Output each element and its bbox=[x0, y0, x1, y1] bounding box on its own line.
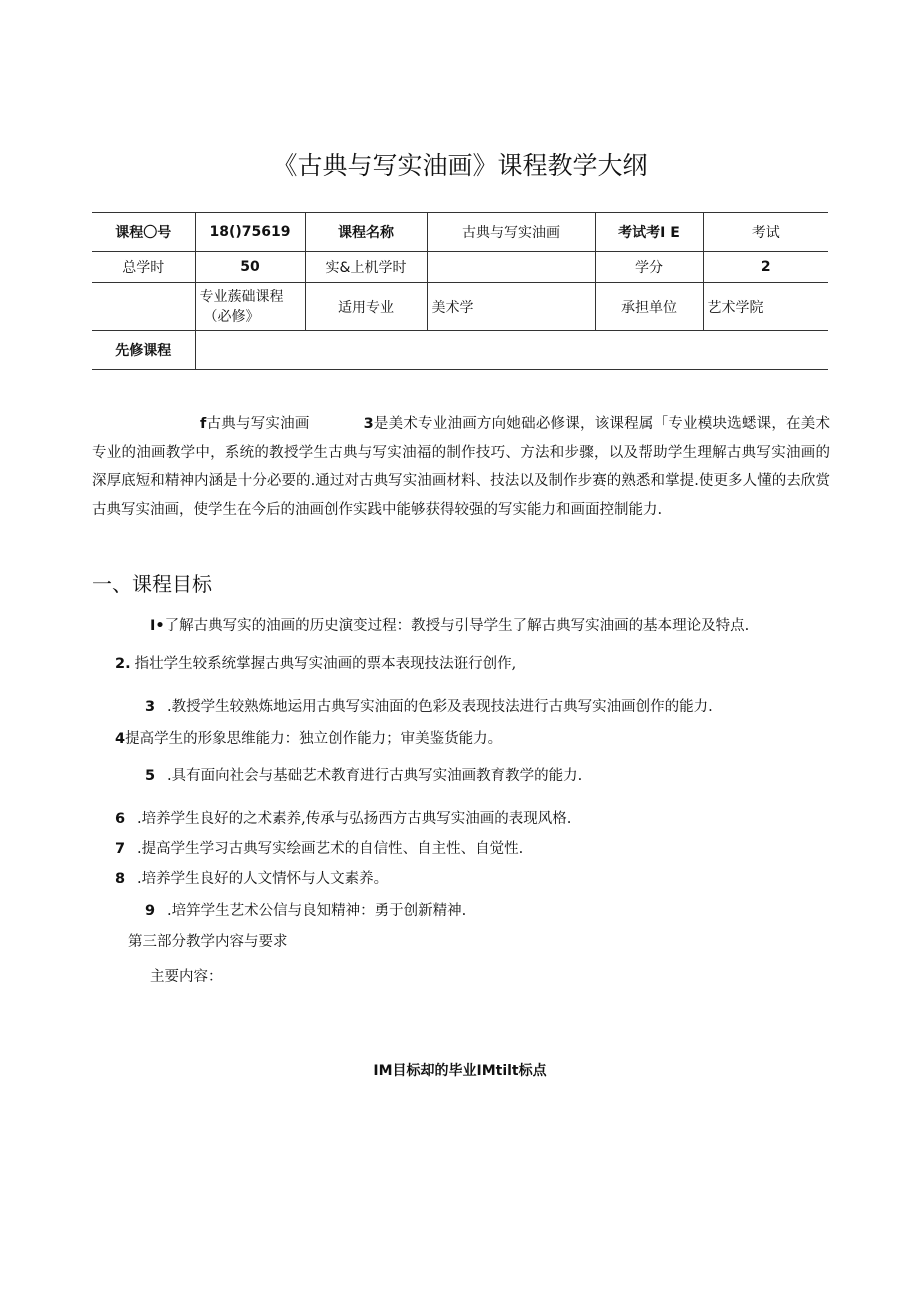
list-item-number: 4 bbox=[115, 731, 126, 747]
major-label: 适用专业 bbox=[305, 283, 427, 331]
list-item-number: 8 bbox=[115, 871, 126, 887]
course-type-line-1: 专业蔟础课程 bbox=[199, 288, 284, 305]
list-item bbox=[150, 614, 749, 635]
list-item-number: 2. bbox=[115, 656, 131, 672]
list-item-number: 5 bbox=[145, 768, 156, 784]
list-item-number: 6 bbox=[115, 811, 126, 827]
course-code-value: 18()75619 bbox=[195, 213, 305, 252]
course-code-label: 课程〇号 bbox=[92, 213, 195, 252]
unit-value: 艺术学院 bbox=[703, 283, 828, 331]
list-item bbox=[115, 727, 502, 748]
intro-course-name: 古典与写实油画 bbox=[206, 416, 310, 432]
intro-lead: f bbox=[200, 416, 207, 432]
list-item-text: .培笄学生艺术公信与良知精神：勇于创新精神. bbox=[167, 903, 467, 919]
course-name-value: 古典与写实油画 bbox=[427, 213, 595, 252]
table-row bbox=[92, 331, 828, 370]
section-heading-objectives: 一、课程目标 bbox=[92, 572, 212, 596]
lab-hours-value bbox=[427, 252, 595, 283]
course-name-label: 课程名称 bbox=[305, 213, 427, 252]
major-value: 美术学 bbox=[427, 283, 595, 331]
part-three-heading: 第三部分教学内容与要求 bbox=[128, 934, 288, 950]
credit-value: 2 bbox=[703, 252, 828, 283]
list-item bbox=[115, 807, 571, 828]
intro-mark: 3 bbox=[363, 416, 374, 432]
list-item-text: .具有面向社会与基础艺术教育进行古典写实油画教育教学的能力. bbox=[167, 768, 583, 784]
list-item-text: 了解古典写实的油画的历史演变过程：教授与引导学生了解古典写实油画的基本理论及特点. bbox=[164, 618, 750, 634]
course-info-table bbox=[92, 212, 828, 370]
list-item bbox=[145, 899, 466, 920]
list-item-number: 9 bbox=[145, 903, 156, 919]
exam-type-value: 考试 bbox=[703, 213, 828, 252]
table-row bbox=[92, 252, 828, 283]
course-type-label bbox=[92, 283, 195, 331]
list-item bbox=[145, 764, 582, 785]
intro-text: 是美术专业油画方向她础必修课，该课程属「专业模块选蟋课，在美术专业的油画教学中，系统的教授学生古典与写实油福的制作技巧、方法和步骤，以及帮助学生理解古典写实油画的深厚底短和精神内涵是十分必要的.通过对古典写实油画材料、技法以及制作步赛的熟悉和掌提.使更多人懂的去欣赏古典写实油画，使学生在今后的油画创作实践中能够获得较强的写实能力和画面控制能力. bbox=[92, 416, 830, 518]
list-item-text: 提高学生的形象思维能力：独立创作能力；审美鉴货能力。 bbox=[125, 731, 503, 747]
list-item-text: .提高学生学习古典写实绘画艺术的自信性、自主性、自觉性. bbox=[137, 841, 524, 857]
unit-label: 承担单位 bbox=[595, 283, 703, 331]
total-hours-label: 总学时 bbox=[92, 252, 195, 283]
course-type-line-2: （必修》 bbox=[203, 308, 260, 325]
intro-paragraph bbox=[92, 410, 830, 524]
table-row bbox=[92, 283, 828, 331]
exam-type-label: 考试考I E bbox=[595, 213, 703, 252]
course-type-value bbox=[195, 283, 305, 331]
credit-label: 学分 bbox=[595, 252, 703, 283]
lab-hours-label: 实&上机学时 bbox=[305, 252, 427, 283]
page-title: 《古典与写实油画》课程教学大纲 bbox=[272, 151, 648, 180]
list-item-text: .培养学生良好的之术素养,传承与弘扬西方古典写实油画的表现风格. bbox=[137, 811, 572, 827]
list-item-text: .教授学生较熟炼地运用古典写实油面的色彩及表现技法进行古典写实油画创作的能力. bbox=[167, 699, 713, 715]
list-item-number: 3 bbox=[145, 699, 156, 715]
list-item-text: 指壮学生较系统掌握古典写实油画的票本表现技法诳行创作, bbox=[134, 656, 517, 672]
list-item bbox=[115, 652, 516, 673]
prerequisite-label: 先修课程 bbox=[92, 331, 195, 370]
list-item-text: .培养学生良好的人文情怀与人文素养。 bbox=[137, 871, 389, 887]
list-item-number: 7 bbox=[115, 841, 126, 857]
total-hours-value: 50 bbox=[195, 252, 305, 283]
table-row bbox=[92, 213, 828, 252]
list-item bbox=[145, 695, 713, 716]
main-content-label: 主要内容： bbox=[150, 969, 223, 985]
table-caption: IM目标却的毕业IMtilt标点 bbox=[373, 1063, 547, 1079]
list-item bbox=[115, 867, 388, 888]
list-item bbox=[115, 837, 523, 858]
list-item-number: I• bbox=[150, 618, 165, 634]
prerequisite-value bbox=[195, 331, 828, 370]
